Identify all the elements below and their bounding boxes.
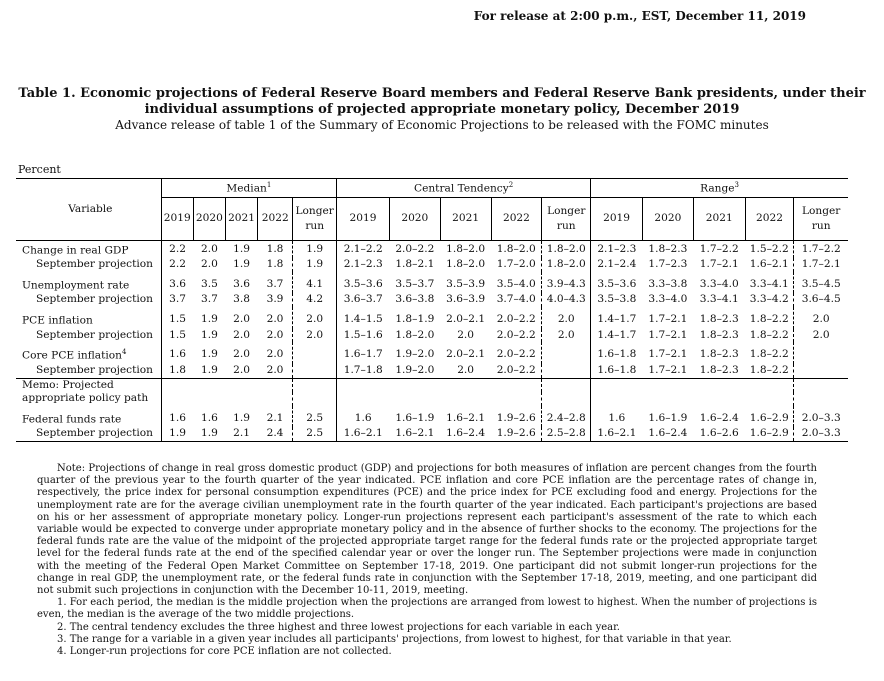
range-value: 1.6–2.1	[749, 258, 789, 271]
central-value: 1.7–2.0	[496, 258, 536, 271]
central-value: 1.6–1.7	[337, 342, 390, 363]
memo-cell	[542, 378, 591, 392]
median-value: 2.0	[266, 363, 284, 376]
median-value: 1.6	[161, 406, 193, 427]
central-value: 2.1–2.2	[337, 241, 390, 259]
projections-table	[16, 178, 848, 442]
range-value: 1.4–1.7	[591, 307, 643, 328]
range-value: 3.3–4.2	[749, 293, 789, 306]
central-value: 3.9–4.3	[542, 272, 591, 293]
row-label: September projection	[36, 293, 153, 306]
table-row	[16, 427, 848, 441]
range-value: 3.3–3.8	[648, 277, 688, 290]
central-value: 4.0–4.3	[542, 293, 591, 307]
range-header: Range$^3$	[591, 179, 848, 198]
memo-cell	[794, 392, 848, 406]
range-value: 1.8–2.3	[648, 242, 688, 255]
range-value: 3.5–3.6	[591, 272, 643, 293]
memo-cell	[491, 392, 542, 406]
year-header: 2021	[693, 198, 745, 241]
central-value: 1.8–2.0	[542, 258, 591, 272]
memo-cell	[389, 378, 440, 392]
range-value: 1.8–2.3	[699, 313, 739, 326]
row-label: Core PCE inflation$^4$	[22, 348, 127, 362]
memo-row	[16, 392, 848, 406]
range-value: 1.7–2.1	[648, 363, 688, 376]
year-header: 2019	[161, 198, 193, 241]
central-value: 2.5–2.8	[542, 427, 591, 441]
central-value: 3.5–3.7	[395, 277, 435, 290]
median-value: 2.0	[200, 258, 218, 271]
median-value: 1.9	[193, 427, 225, 441]
range-value: 3.5–4.5	[794, 272, 848, 293]
row-label: Change in real GDP	[22, 244, 129, 257]
range-value: 1.4–1.7	[591, 329, 643, 343]
central-value: 1.6–1.9	[395, 411, 435, 424]
range-value	[794, 342, 848, 363]
row-label: September projection	[36, 258, 153, 271]
range-value: 1.6–2.9	[749, 411, 789, 424]
median-header: Median$^1$	[161, 179, 336, 198]
central-value: 2.0–2.2	[496, 313, 536, 326]
median-value: 3.6	[161, 272, 193, 293]
central-value: 1.6–2.1	[337, 427, 390, 441]
median-value: 3.7	[200, 293, 218, 306]
table-title	[0, 86, 884, 118]
median-value: 3.7	[266, 277, 284, 290]
memo-cell	[258, 378, 293, 392]
row-label: September projection	[16, 427, 161, 441]
median-value: 2.0	[233, 363, 250, 376]
range-value: 1.6–1.8	[591, 364, 643, 378]
central-value: 1.8–2.0	[496, 242, 536, 255]
median-value: 2.5	[293, 406, 337, 427]
release-time: For release at 2:00 p.m., EST, December 11, 2019	[473, 9, 806, 23]
central-value: 2.0	[457, 328, 475, 341]
range-value: 2.0–3.3	[794, 406, 848, 427]
table-row	[16, 342, 848, 363]
median-value: 2.1	[266, 411, 284, 424]
range-value: 3.5–3.8	[591, 293, 643, 307]
table-row	[16, 241, 848, 259]
median-value: 1.9	[293, 258, 337, 272]
median-value: 3.9	[266, 293, 284, 306]
central-value: 1.8–2.0	[542, 241, 591, 259]
header-group-row	[16, 179, 848, 198]
median-value: 1.9	[200, 363, 218, 376]
central-value: 1.6	[337, 406, 390, 427]
range-value: 1.8–2.2	[749, 363, 789, 376]
unit-label: Percent	[18, 163, 61, 176]
year-header: 2019	[337, 198, 390, 241]
central-value: 3.7–4.0	[496, 293, 536, 306]
row-label: Federal funds rate	[22, 413, 122, 426]
memo-cell	[258, 392, 293, 406]
memo-cell	[794, 378, 848, 392]
range-value: 3.3–4.0	[648, 293, 688, 306]
median-value: 2.1	[225, 427, 257, 441]
footnote-3: 3. The range for a variable in a given year includes all participants' projections, from lowest to highest, for that variable in that year.	[57, 633, 732, 645]
central-value: 1.6–2.1	[446, 411, 486, 424]
central-value: 3.5–4.0	[496, 277, 536, 290]
central-value: 2.0	[542, 329, 591, 343]
central-value: 1.6–2.4	[440, 427, 491, 441]
central-value: 1.8–2.0	[446, 258, 486, 271]
memo-cell	[225, 392, 257, 406]
median-value	[293, 364, 337, 378]
memo-cell	[745, 392, 794, 406]
central-value	[542, 364, 591, 378]
central-value: 2.0–2.2	[395, 242, 435, 255]
median-value: 2.4	[258, 427, 293, 441]
range-value: 2.1–2.3	[591, 241, 643, 259]
central-value: 2.4–2.8	[542, 406, 591, 427]
range-value: 1.7–2.2	[699, 242, 739, 255]
median-value: 3.7	[161, 293, 193, 307]
median-value	[293, 342, 337, 363]
median-value: 2.0	[266, 348, 284, 361]
central-value: 1.8–2.0	[446, 242, 486, 255]
year-header: 2021	[440, 198, 491, 241]
central-value: 1.6–2.1	[389, 427, 440, 441]
memo-label: Memo: Projected	[16, 378, 161, 392]
footnote-4: 4. Longer-run projections for core PCE inflation are not collected.	[57, 646, 392, 658]
central-value: 2.0–2.1	[446, 348, 486, 361]
year-header: 2020	[193, 198, 225, 241]
central-value: 2.0–2.2	[496, 348, 536, 361]
range-value: 1.7–2.1	[794, 258, 848, 272]
range-value: 1.5–2.2	[749, 242, 789, 255]
central-value: 2.0	[542, 307, 591, 328]
median-value: 2.5	[293, 427, 337, 441]
range-value: 1.8–2.2	[749, 348, 789, 361]
central-value: 3.5–3.6	[337, 272, 390, 293]
central-value	[542, 342, 591, 363]
range-value: 1.7–2.1	[699, 258, 739, 271]
median-value: 1.9	[200, 313, 218, 326]
central-tendency-header: Central Tendency$^2$	[337, 179, 591, 198]
note-paragraph: Note: Projections of change in real gross domestic product (GDP) and projections for both measures of inflation are percent changes from the fourth quarter of the previous year to the fourth quarter of the year indicated. PCE inflation and core PCE inflation are the percentage rates of change in, respectively, the price index for personal consumption expenditures (PCE) and the price index for PCE excluding food and energy. Projections for the unemployment rate are for the average civilian unemployment rate in the fourth quarter of the year indicated. Each participant's projections are based on his or her assessment of appropriate monetary policy. Longer-run projections represent each participant's assessment of the rate to which each variable would be expected to converge under appropriate monetary policy and in the absence of further shocks to the economy. The projections for the federal funds rate are the value of the midpoint of the projected appropriate target range for the federal funds rate or the projected appropriate target level for the federal funds rate at the end of the specified calendar year or over the longer run. The September projections were made in conjunction with the meeting of the Federal Open Market Committee on September 17-18, 2019. One participant did not submit longer-run projections for the change in real GDP, the unemployment rate, or the federal funds rate in conjunction with the September 17-18, 2019, meeting, and one participant did not submit such projections in conjunction with the December 10-11, 2019, meeting.	[37, 463, 817, 597]
median-value: 1.6	[200, 411, 218, 424]
range-value: 1.8–2.3	[699, 363, 739, 376]
median-value: 2.0	[293, 329, 337, 343]
range-value: 1.8–2.3	[699, 328, 739, 341]
central-value: 1.9–2.0	[395, 348, 435, 361]
row-label: September projection	[36, 328, 153, 341]
year-header: 2021	[225, 198, 257, 241]
memo-cell	[193, 378, 225, 392]
table-row	[16, 329, 848, 343]
median-value: 1.5	[161, 307, 193, 328]
table-subtitle: Advance release of table 1 of the Summary of Economic Projections to be released with the FOMC minutes	[115, 118, 769, 132]
range-value: 1.6–2.4	[643, 427, 694, 441]
row-label: September projection	[36, 363, 153, 376]
median-value: 1.6	[161, 342, 193, 363]
range-value: 2.0	[794, 329, 848, 343]
range-value: 2.0	[794, 307, 848, 328]
memo-cell	[591, 392, 643, 406]
range-value: 3.3–4.0	[699, 277, 739, 290]
table-row	[16, 293, 848, 307]
memo-cell	[193, 392, 225, 406]
range-value: 2.1–2.4	[591, 258, 643, 272]
title-line-2: individual assumptions of projected appropriate monetary policy, December 2019	[144, 102, 740, 117]
central-value: 2.0–2.2	[496, 328, 536, 341]
memo-cell	[693, 378, 745, 392]
longer-run-header: Longer run	[293, 198, 337, 241]
range-value: 1.8–2.2	[749, 328, 789, 341]
median-value: 1.8	[266, 242, 284, 255]
memo-cell	[591, 378, 643, 392]
median-value: 2.0	[266, 313, 284, 326]
row-label: PCE inflation	[22, 314, 93, 327]
memo-cell	[643, 378, 694, 392]
median-value: 1.9	[293, 241, 337, 259]
range-value: 1.6–2.4	[699, 411, 739, 424]
table-notes	[37, 463, 817, 658]
longer-run-header: Longer run	[794, 198, 848, 241]
memo-cell	[389, 392, 440, 406]
central-value: 1.9–2.6	[496, 411, 536, 424]
memo-cell	[225, 378, 257, 392]
central-value: 1.9–2.0	[395, 363, 435, 376]
range-value: 1.8–2.2	[749, 313, 789, 326]
footnote-2: 2. The central tendency excludes the three highest and three lowest projections for each variable in each year.	[57, 621, 620, 633]
median-value: 1.9	[200, 328, 218, 341]
range-value: 1.6–1.8	[591, 342, 643, 363]
median-value: 1.9	[233, 411, 250, 424]
memo-cell	[745, 378, 794, 392]
median-value: 1.9	[233, 242, 250, 255]
median-value: 2.0	[293, 307, 337, 328]
memo-cell	[643, 392, 694, 406]
longer-run-header: Longer run	[542, 198, 591, 241]
median-value: 2.0	[233, 348, 250, 361]
memo-label: appropriate policy path	[16, 392, 161, 406]
median-value: 2.0	[233, 328, 250, 341]
table-row	[16, 364, 848, 378]
range-value: 1.7–2.2	[794, 241, 848, 259]
year-header: 2022	[258, 198, 293, 241]
median-value: 1.9	[233, 258, 250, 271]
median-value: 3.6	[233, 277, 250, 290]
range-value: 1.7–2.1	[648, 328, 688, 341]
median-value: 3.8	[233, 293, 250, 306]
memo-cell	[293, 378, 337, 392]
central-value: 3.6–3.7	[337, 293, 390, 307]
range-value	[794, 364, 848, 378]
memo-cell	[293, 392, 337, 406]
central-value: 3.5–3.9	[446, 277, 486, 290]
central-value: 2.0	[457, 363, 475, 376]
range-value: 1.6–2.1	[591, 427, 643, 441]
year-header: 2022	[745, 198, 794, 241]
year-header: 2019	[591, 198, 643, 241]
memo-cell	[161, 378, 193, 392]
year-header: 2020	[643, 198, 694, 241]
median-value: 1.9	[161, 427, 193, 441]
median-value: 4.2	[293, 293, 337, 307]
median-value: 2.2	[161, 258, 193, 272]
central-value: 2.1–2.3	[337, 258, 390, 272]
row-label: Unemployment rate	[22, 279, 130, 292]
memo-cell	[161, 392, 193, 406]
table-row	[16, 406, 848, 427]
range-value: 1.7–2.3	[648, 258, 688, 271]
memo-cell	[693, 392, 745, 406]
year-header: 2020	[389, 198, 440, 241]
median-value: 3.5	[200, 277, 218, 290]
range-value: 1.7–2.1	[648, 348, 688, 361]
range-value: 1.6–2.9	[745, 427, 794, 441]
title-line-1: Table 1. Economic projections of Federal Reserve Board members and Federal Reserve Bank presidents, under their	[18, 86, 866, 101]
memo-cell	[440, 378, 491, 392]
range-value: 1.8–2.3	[699, 348, 739, 361]
median-value: 1.8	[161, 364, 193, 378]
range-value: 1.6–1.9	[648, 411, 688, 424]
memo-cell	[491, 378, 542, 392]
median-value: 1.5	[161, 329, 193, 343]
central-value: 3.6–3.8	[395, 293, 435, 306]
central-value: 1.9–2.6	[491, 427, 542, 441]
variable-header: Variable	[16, 179, 161, 241]
range-value: 2.0–3.3	[794, 427, 848, 441]
central-value: 2.0–2.1	[446, 313, 486, 326]
memo-cell	[337, 392, 390, 406]
median-value: 2.0	[266, 328, 284, 341]
median-value: 4.1	[293, 272, 337, 293]
central-value: 2.0–2.2	[496, 363, 536, 376]
central-value: 1.8–2.0	[395, 328, 435, 341]
range-value: 3.3–4.1	[699, 293, 739, 306]
median-value: 1.9	[200, 348, 218, 361]
range-value: 3.6–4.5	[794, 293, 848, 307]
median-value: 2.0	[200, 242, 218, 255]
table-row	[16, 258, 848, 272]
year-header: 2022	[491, 198, 542, 241]
memo-row	[16, 378, 848, 392]
memo-cell	[440, 392, 491, 406]
memo-cell	[542, 392, 591, 406]
median-value: 2.2	[161, 241, 193, 259]
range-value: 1.6	[591, 406, 643, 427]
central-value: 1.8–1.9	[395, 313, 435, 326]
central-value: 1.8–2.1	[395, 258, 435, 271]
range-value: 1.7–2.1	[648, 313, 688, 326]
median-value: 1.8	[266, 258, 284, 271]
table-row	[16, 272, 848, 293]
central-value: 1.4–1.5	[337, 307, 390, 328]
projections-table-wrapper	[16, 178, 848, 442]
table-row	[16, 307, 848, 328]
footnote-1: 1. For each period, the median is the middle projection when the projections are arranged from lowest to highest. When the number of projections is even, the median is the average of the two middle projections.	[37, 597, 817, 621]
median-value: 2.0	[233, 313, 250, 326]
memo-cell	[337, 378, 390, 392]
central-value: 3.6–3.9	[446, 293, 486, 306]
range-value: 3.3–4.1	[749, 277, 789, 290]
central-value: 1.7–1.8	[337, 364, 390, 378]
range-value: 1.6–2.6	[693, 427, 745, 441]
central-value: 1.5–1.6	[337, 329, 390, 343]
